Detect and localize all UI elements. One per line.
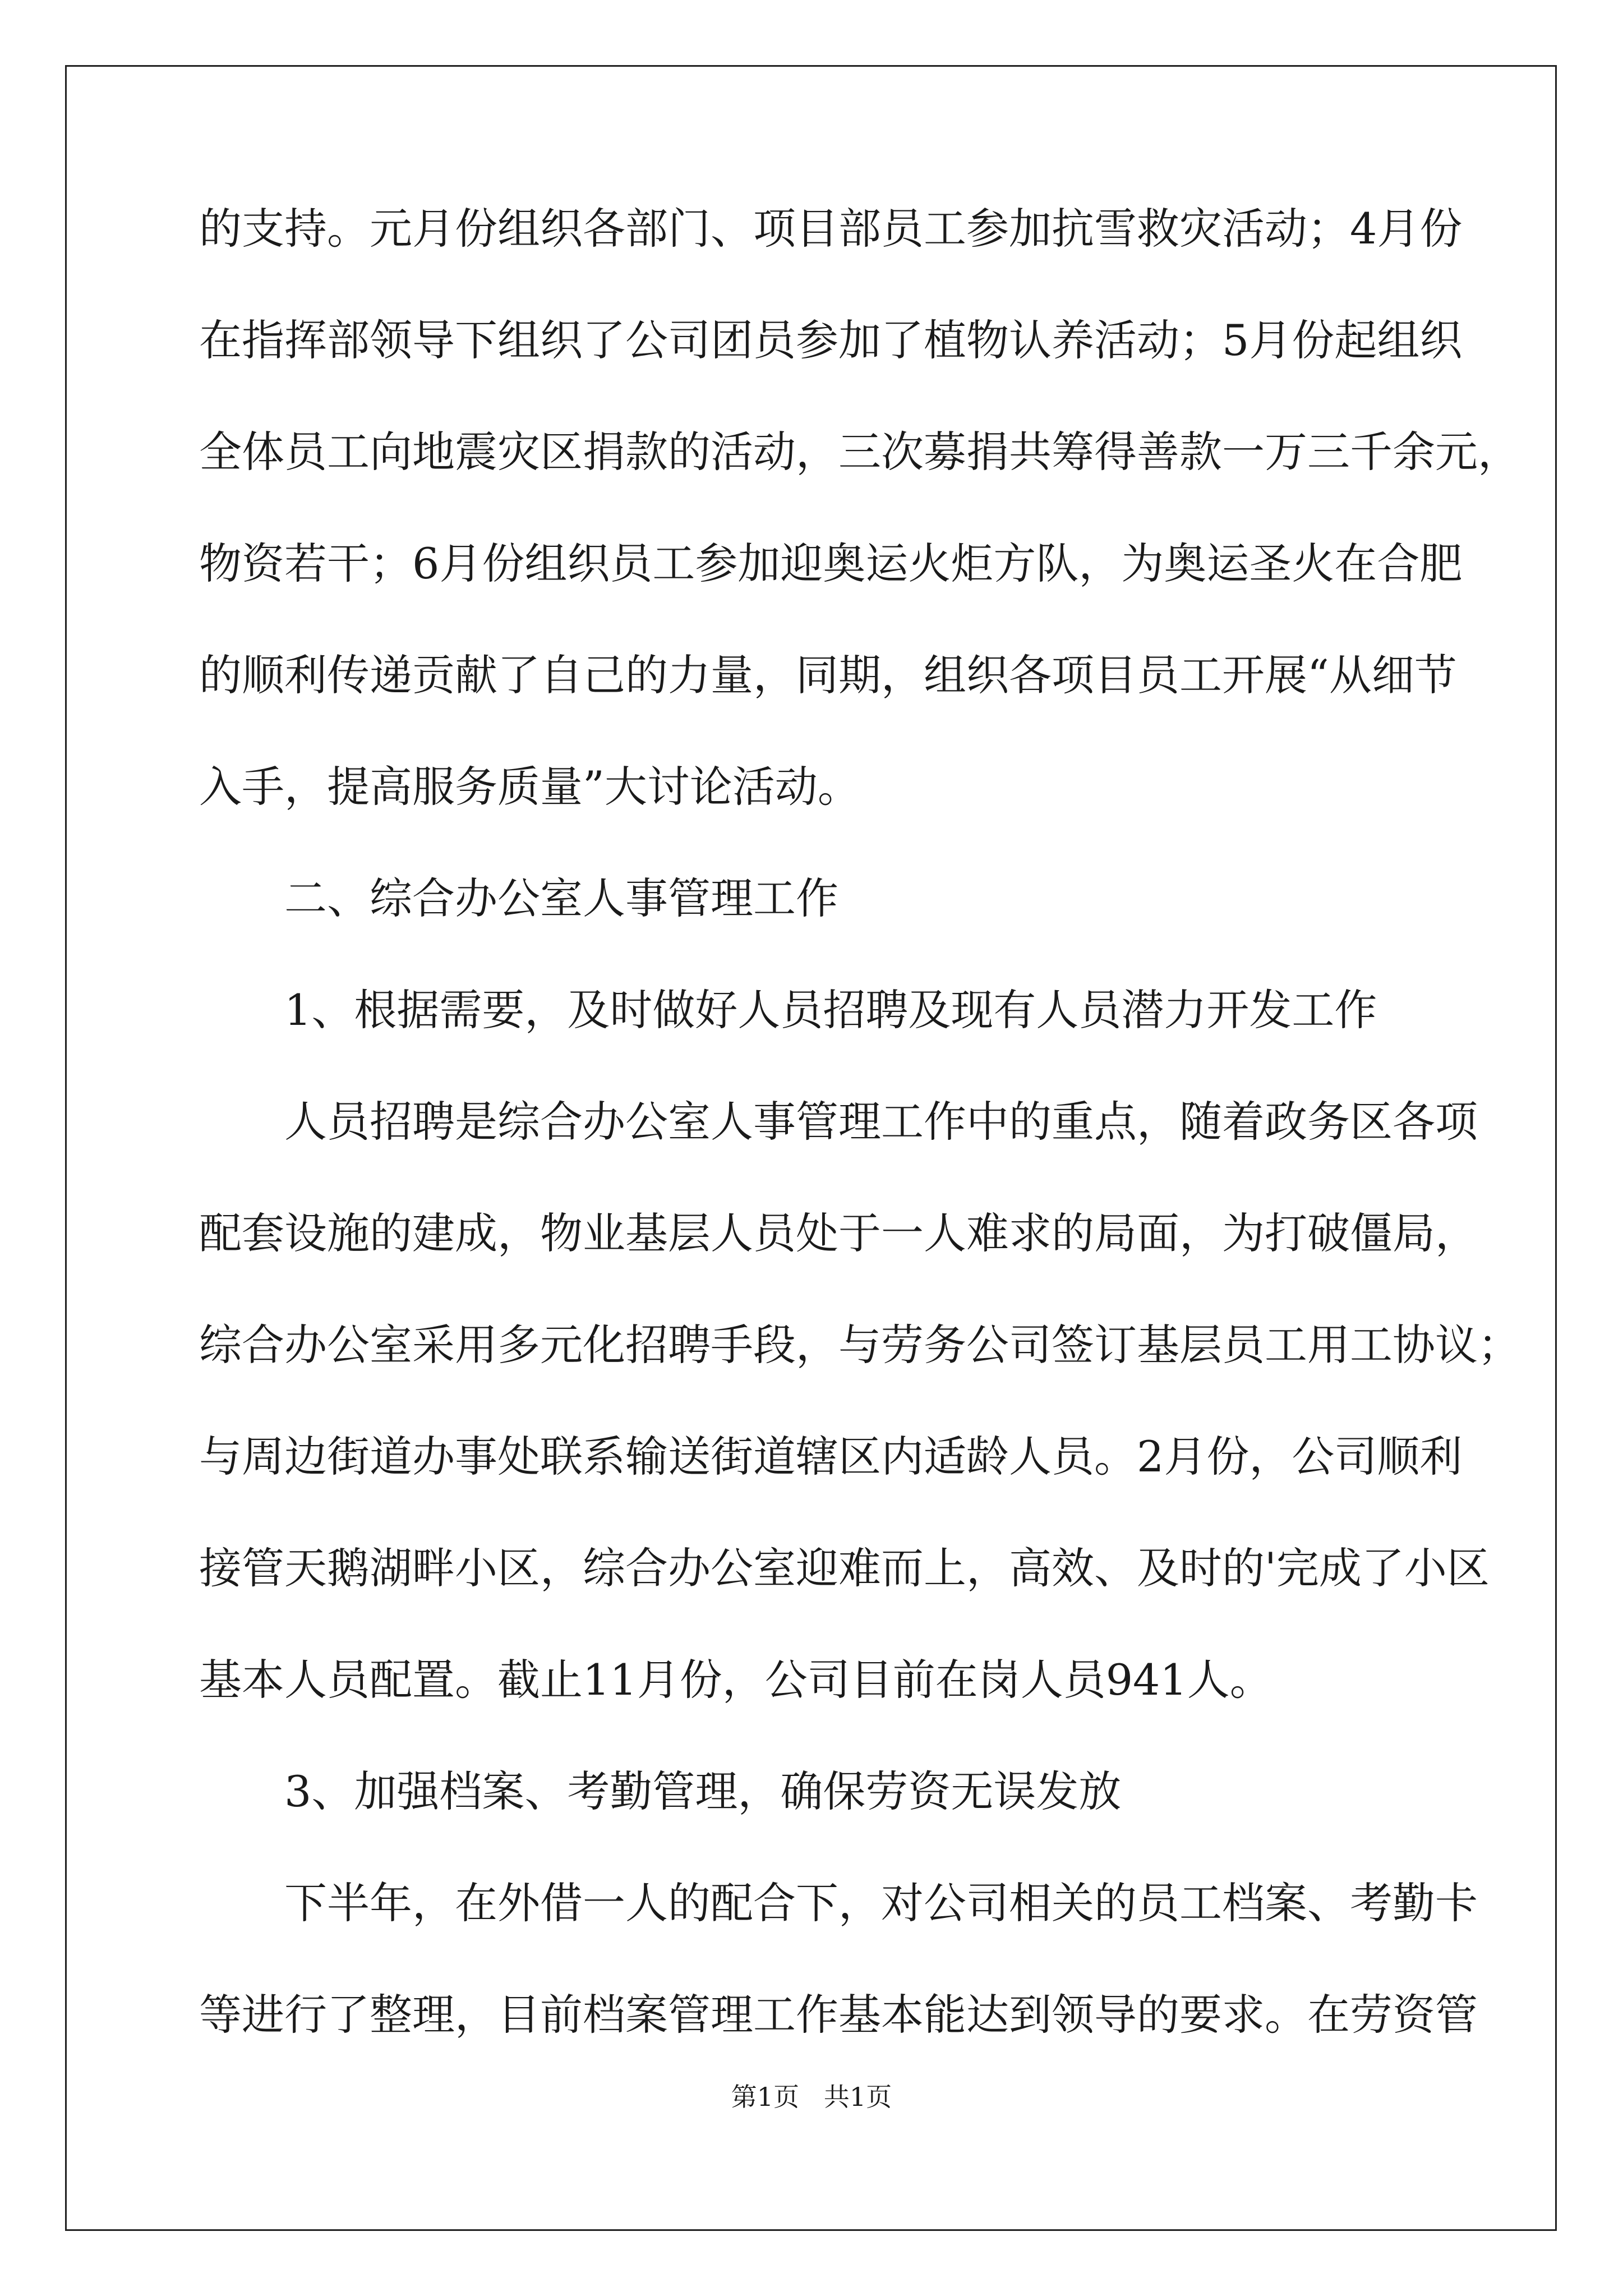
paragraph-line: 人员招聘是综合办公室人事管理工作中的重点，随着政务区各项 [284, 1097, 1478, 1147]
paragraph-line: 等进行了整理，目前档案管理工作基本能达到领导的要求。在劳资管 [199, 1990, 1478, 2040]
paragraph-line: 基本人员配置。截止11月份，公司目前在岗人员941人。 [199, 1655, 1272, 1705]
paragraph-line: 的顺利传递贡献了自己的力量，同期，组织各项目员工开展“从细节 [199, 650, 1457, 700]
paragraph-line: 物资若干；6月份组织员工参加迎奥运火炬方队，为奥运圣火在合肥 [199, 539, 1463, 588]
subsection-heading: 3、加强档案、考勤管理，确保劳资无误发放 [284, 1766, 1122, 1816]
paragraph-line: 接管天鹅湖畔小区，综合办公室迎难而上，高效、及时的'完成了小区 [199, 1543, 1490, 1593]
subsection-heading: 1、根据需要，及时做好人员招聘及现有人员潜力开发工作 [284, 985, 1377, 1035]
paragraph-line: 与周边街道办事处联系输送街道辖区内适龄人员。2月份，公司顺利 [199, 1432, 1463, 1481]
paragraph-line: 综合办公室采用多元化招聘手段，与劳务公司签订基层员工用工协议； [199, 1320, 1520, 1370]
document-body [199, 204, 1520, 2105]
paragraph-line: 全体员工向地震灾区捐款的活动，三次募捐共筹得善款一万三千余元， [199, 427, 1520, 477]
paragraph-line: 配套设施的建成，物业基层人员处于一人难求的局面，为打破僵局， [199, 1208, 1478, 1258]
paragraph-line: 在指挥部领导下组织了公司团员参加了植物认养活动；5月份起组织 [199, 315, 1463, 365]
page-footer: 第1页 共1页 [731, 2082, 892, 2112]
paragraph-line: 的支持。元月份组织各部门、项目部员工参加抗雪救灾活动；4月份 [199, 204, 1463, 254]
paragraph-line: 入手，提高服务质量”大讨论活动。 [199, 762, 860, 812]
section-heading: 二、综合办公室人事管理工作 [284, 873, 838, 923]
paragraph-line: 下半年，在外借一人的配合下，对公司相关的员工档案、考勤卡 [284, 1878, 1478, 1928]
